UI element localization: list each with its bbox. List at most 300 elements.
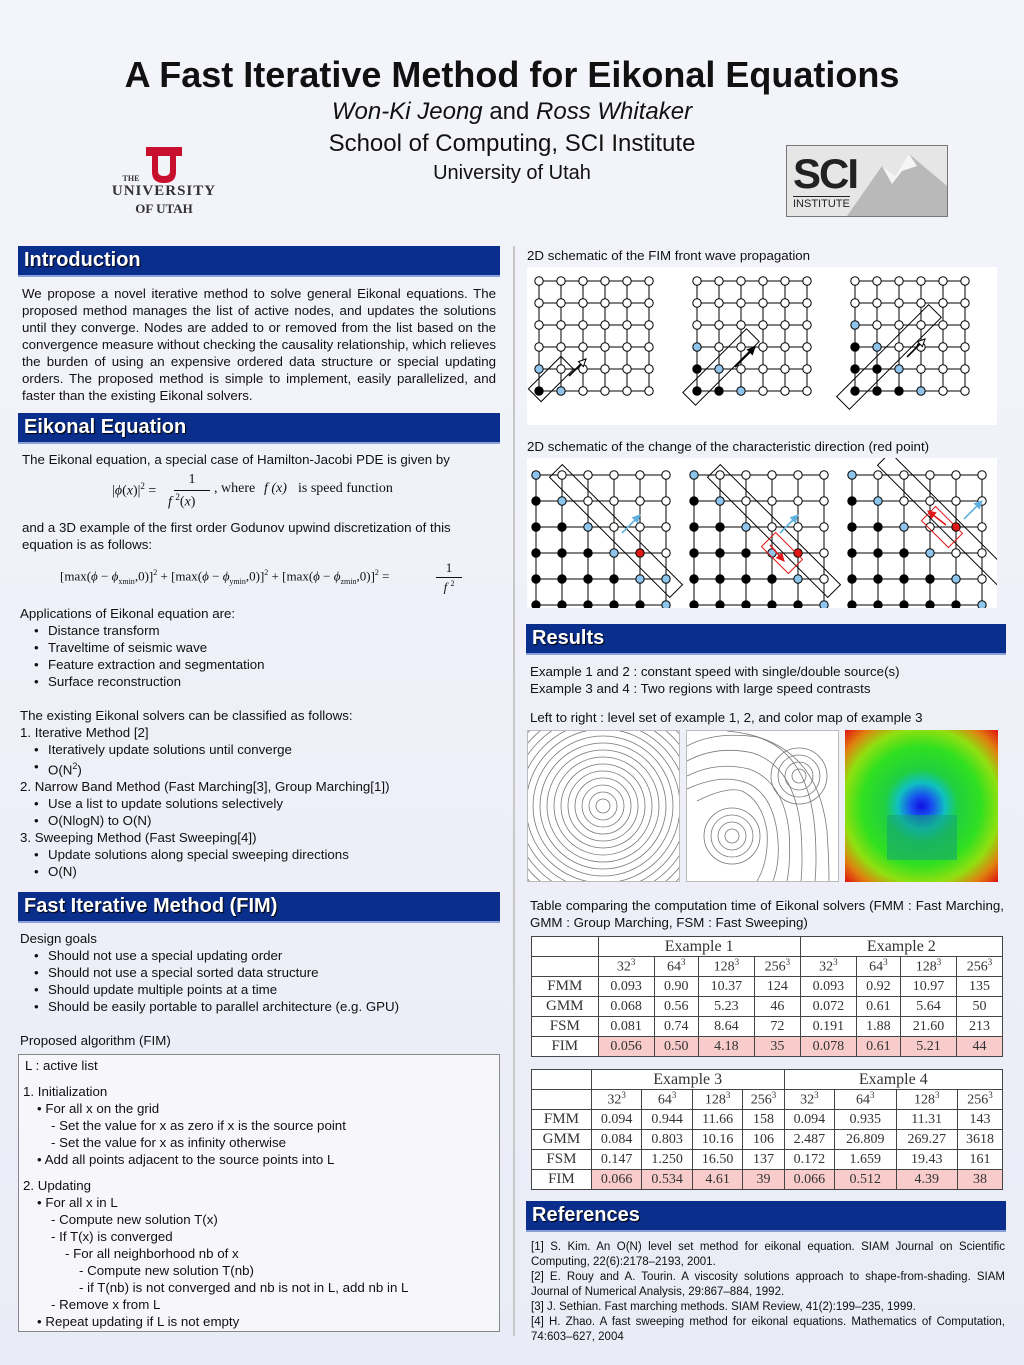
algo-line: - Set the value for x as zero if x is the source point [51,1118,346,1133]
grid-node [978,575,986,583]
equation-godunov: $[\max(\phi - \phi_{xmin},0)]^2 + [\max(\phi - \phi_{ymin},0)]^2 + [\max(\phi - \phi_{zmin},0)]^2$ = 1 f $^2$ [60,560,480,600]
grid-node [690,601,698,608]
grid-node [610,549,618,557]
grid-node [917,387,925,395]
grid-node [848,549,856,557]
grid-node [636,575,644,583]
grid-node [926,601,934,608]
grid-node [926,471,934,479]
timing-cell: 26.809 [835,1130,896,1150]
author-2: Ross Whitaker [536,98,693,125]
timing-cell: 0.935 [835,1110,896,1130]
grid-node [636,549,644,557]
equation-where: , where [214,481,256,496]
algo-line: L : active list [25,1058,98,1073]
grid-node [895,365,903,373]
levelset-example-2-rings [687,731,838,881]
timing-cell: 5.21 [900,1037,956,1057]
grid-node [645,299,653,307]
grid-node [601,387,609,395]
applications-item: • Feature extraction and segmentation [48,656,496,673]
algo-line: 1. Initialization [23,1084,108,1099]
grid-node [662,575,670,583]
grid-node [781,387,789,395]
algo-line: - Compute new solution T(nb) [79,1263,254,1278]
grid-node [917,365,925,373]
timing-cell: 124 [754,977,800,997]
timing-cell: 4.18 [698,1037,754,1057]
grid-node [917,321,925,329]
grid-node [939,277,947,285]
grid-node [768,601,776,608]
timing-cell: 38 [957,1170,1002,1190]
timing-cell: 5.64 [900,997,956,1017]
grid-node [716,523,724,531]
grid-node [820,523,828,531]
grid-node [895,387,903,395]
design-goals-list [20,947,496,1015]
timing-cell: 11.66 [692,1110,743,1130]
author-1: Won-Ki Jeong [331,98,483,125]
table-size-header: $256^3$ [743,1090,784,1110]
table-row [532,1110,1003,1130]
timing-cell: 1.88 [856,1017,900,1037]
affiliation-school: School of Computing, SCI Institute [328,130,696,157]
timing-cell: 19.43 [896,1150,957,1170]
grid-node [742,575,750,583]
grid-node [759,299,767,307]
solver-label: FSM [532,1017,599,1037]
timing-table-1 [531,936,1003,1057]
applications-item: • Traveltime of seismic wave [48,639,496,656]
grid-node [952,601,960,608]
solver-label: GMM [532,997,599,1017]
algo-line: - Compute new solution T(x) [51,1212,218,1227]
timing-cell: 0.066 [784,1170,835,1190]
column-divider [513,246,515,1336]
sci-logo-small: INSTITUTE [793,198,850,210]
class-3-list [20,846,496,880]
applications-list [20,622,496,690]
table-group-header: Example 4 [784,1070,1002,1090]
grid-node [623,277,631,285]
grid-node [781,343,789,351]
grid-node [715,299,723,307]
class-1: 1. Iterative Method [2] [20,725,149,740]
grid-node [690,523,698,531]
sci-logo [786,145,948,217]
figure-characteristic [527,458,997,608]
references-list [531,1240,1005,1345]
grid-node [794,523,802,531]
timing-cell: 0.147 [591,1150,642,1170]
grid-node [803,387,811,395]
timing-cell: 161 [957,1150,1002,1170]
grid-node [662,601,670,608]
grid-node [895,277,903,285]
timing-cell: 0.56 [654,997,698,1017]
grid-node [737,343,745,351]
grid-node [690,471,698,479]
grid-node [636,523,644,531]
grid-node [820,549,828,557]
grid-node [716,575,724,583]
grid-node [820,497,828,505]
table-group-header: Example 2 [800,937,1002,957]
grid-node [579,343,587,351]
timing-table-2 [531,1069,1003,1190]
results-line-1: Example 1 and 2 : constant speed with single/double source(s) [530,664,900,679]
grid-node [645,321,653,329]
equation-eikonal: $|\phi(x)|^2$ = 1 f $^2$(x) , where f (x) is speed function [112,472,393,510]
timing-cell: 39 [743,1170,784,1190]
grid-node [939,343,947,351]
timing-cell: 10.16 [692,1130,743,1150]
grid-node [961,387,969,395]
grid-node [781,321,789,329]
complexity-base: O(N [48,762,73,778]
grid-node [579,299,587,307]
grid-node [645,365,653,373]
class-3: 3. Sweeping Method (Fast Sweeping[4]) [20,830,257,846]
grid-node [558,601,566,608]
grid-node [557,387,565,395]
applications-item: • Distance transform [48,622,496,639]
timing-cell: 11.31 [896,1110,957,1130]
grid-node [803,343,811,351]
grid-node [874,497,882,505]
table-size-header: $256^3$ [957,1090,1002,1110]
grid-node [978,523,986,531]
grid-node [693,365,701,373]
table-group-header: Example 1 [598,937,800,957]
applications-item: • Surface reconstruction [48,673,496,690]
affiliation-university: University of Utah [433,162,591,184]
timing-cell: 0.066 [591,1170,642,1190]
solver-label: FMM [532,977,599,997]
solver-label: GMM [532,1130,592,1150]
grid-node [900,601,908,608]
timing-cell: 0.61 [856,997,900,1017]
grid-node [690,575,698,583]
grid-node [848,471,856,479]
timing-cell: 0.093 [800,977,856,997]
algo-line: • For all x in L [37,1195,118,1210]
grid-node [558,549,566,557]
grid-node [532,601,540,608]
grid-node [737,365,745,373]
results-heading: Results [526,624,1006,655]
grid-node [742,523,750,531]
active-band [528,356,573,401]
class-1-complexity [48,758,496,778]
grid-node [716,471,724,479]
table-size-header: $64^3$ [654,957,698,977]
grid-node [636,471,644,479]
class-2-list [20,795,496,829]
grid-node [781,277,789,285]
table-size-header: $128^3$ [896,1090,957,1110]
timing-cell: 3618 [957,1130,1002,1150]
introduction-heading: Introduction [18,246,500,277]
grid-node [900,497,908,505]
grid-node [873,365,881,373]
grid-node [794,575,802,583]
timing-cell: 143 [957,1110,1002,1130]
grid-node [768,471,776,479]
grid-node [900,549,908,557]
grid-node [961,343,969,351]
grid-node [623,387,631,395]
timing-cell: 0.74 [654,1017,698,1037]
table-row [532,1037,1003,1057]
grid-node [900,523,908,531]
levelset-example-2 [686,730,839,882]
grid-node [532,471,540,479]
grid-node [737,387,745,395]
timing-cell: 0.084 [591,1130,642,1150]
timing-cell: 213 [957,1017,1003,1037]
design-goal-item: • Should update multiple points at a time [48,981,496,998]
introduction-text: We propose a novel iterative method to solve general Eikonal equations. The proposed method manages the list of active nodes, and updates the solutions until they converge. Nodes are added to or removed from the list based on the convergence measure without checking the causality relationship, which relieves the burden of using an expensive ordered data structure or special updating orders. The proposed method is simple to implement, easily parallelized, and faster than the existing Eikonal solvers. [22,286,496,403]
grid-node [820,575,828,583]
grid-node [781,299,789,307]
grid-node [558,575,566,583]
timing-cell: 0.172 [784,1150,835,1170]
reference-item: [3] J. Sethian. Fast marching methods. SIAM Review, 41(2):199–235, 1999. [531,1301,916,1313]
grid-node [716,549,724,557]
table-size-header: $64^3$ [835,1090,896,1110]
equation-fx: f (x) [264,481,287,496]
grid-node [742,497,750,505]
timing-cell: 0.072 [800,997,856,1017]
grid-node [584,497,592,505]
grid-node [803,321,811,329]
propagation-grids [527,267,997,425]
table-row [532,997,1003,1017]
grid-node [939,387,947,395]
grid-node [926,575,934,583]
grid-node [900,471,908,479]
grid-node [715,343,723,351]
table-size-header: $64^3$ [856,957,900,977]
grid-node [636,497,644,505]
grid-node [715,321,723,329]
timing-cell: 5.23 [698,997,754,1017]
grid-node [926,497,934,505]
grid-node [610,601,618,608]
figure-1-caption: 2D schematic of the FIM front wave propagation [527,248,811,263]
grid-node [601,365,609,373]
timing-cell: 0.90 [654,977,698,997]
grid-node [662,523,670,531]
table-row [532,1017,1003,1037]
class-2: 2. Narrow Band Method (Fast Marching[3], Group Marching[1]) [20,779,390,795]
grid-node [895,299,903,307]
grid-node [952,471,960,479]
grid-node [873,277,881,285]
grid-node [794,601,802,608]
grid-node [873,299,881,307]
timing-cell: 0.094 [784,1110,835,1130]
grid-node [557,299,565,307]
authors-and: and [489,98,530,125]
grid-node [584,471,592,479]
grid-node [715,387,723,395]
grid-node [900,575,908,583]
levelset-example-1-rings [528,731,679,881]
utah-logo-line2: UNIVERSITY [111,183,217,199]
algo-line: - Remove x from L [51,1297,161,1312]
timing-cell: 0.056 [598,1037,654,1057]
grid-node [803,299,811,307]
grid-node [584,575,592,583]
algo-line: - For all neighborhood nb of x [65,1246,239,1261]
grid-node [848,575,856,583]
grid-node [742,601,750,608]
grid-node [759,343,767,351]
characteristic-grids [527,458,997,608]
grid-node [794,471,802,479]
grid-node [874,471,882,479]
grid-node [584,601,592,608]
grid-node [737,277,745,285]
grid-node [558,523,566,531]
grid-node [742,471,750,479]
grid-node [579,321,587,329]
timing-cell: 46 [754,997,800,1017]
grid-node [557,277,565,285]
solver-label: FIM [532,1170,592,1190]
grid-node [794,497,802,505]
utah-logo-line1: THE [122,174,140,183]
table-row [532,1130,1003,1150]
grid-node [532,523,540,531]
grid-node [768,497,776,505]
timing-cell: 35 [754,1037,800,1057]
eikonal-intro: The Eikonal equation, a special case of Hamilton-Jacobi PDE is given by [22,452,450,467]
grid-node [601,321,609,329]
grid-node [874,523,882,531]
table-size-header: $256^3$ [957,957,1003,977]
grid-node [803,277,811,285]
grid-node [851,343,859,351]
reference-item: [4] H. Zhao. A fast sweeping method for eikonal equations. Mathematics of Computation, 74:603–627, 2004 [531,1316,1005,1343]
grid-node [952,497,960,505]
references-heading: References [526,1201,1006,1232]
grid-node [848,523,856,531]
class-3-item: • O(N) [48,863,496,880]
grid-node [895,343,903,351]
timing-cell: 0.081 [598,1017,654,1037]
grid-node [874,575,882,583]
timing-cell: 158 [743,1110,784,1130]
grid-node [873,387,881,395]
timing-cell: 16.50 [692,1150,743,1170]
grid-node [952,549,960,557]
grid-node [535,299,543,307]
grid-node [715,365,723,373]
timing-cell: 0.512 [835,1170,896,1190]
class-2-item: • O(NlogN) to O(N) [48,812,496,829]
grid-node [535,277,543,285]
figure-propagation [527,267,997,425]
grid-node [645,387,653,395]
table-size-header: $128^3$ [698,957,754,977]
reference-item: [2] E. Rouy and A. Tourin. A viscosity solutions approach to shape-from-shading. SIAM Journal of Numerical Analysis, 29:867–884, 1992. [531,1271,1005,1298]
grid-node [768,575,776,583]
timing-cell: 2.487 [784,1130,835,1150]
complexity-exp: 2 [72,761,78,771]
table-row [532,1150,1003,1170]
algorithm-title: Proposed algorithm (FIM) [20,1033,171,1048]
design-goal-item: • Should not use a special updating order [48,947,496,964]
timing-cell: 0.803 [642,1130,693,1150]
grid-node [874,601,882,608]
grid-node [579,387,587,395]
fim-heading: Fast Iterative Method (FIM) [18,892,500,923]
grid-node [715,277,723,285]
class-3-item: • Update solutions along special sweeping directions [48,846,496,863]
grid-node [851,387,859,395]
authors [0,98,1024,126]
grid-node [803,365,811,373]
results-line-3: Left to right : level set of example 1, 2, and color map of example 3 [530,710,923,725]
grid-node [610,575,618,583]
timing-cell: 1.250 [642,1150,693,1170]
grid-node [961,321,969,329]
timing-cell: 44 [957,1037,1003,1057]
timing-cell: 0.92 [856,977,900,997]
grid-node [601,343,609,351]
table-caption: Table comparing the computation time of Eikonal solvers (FMM : Fast Marching, GMM : Group Marching, FSM : Fast Sweeping) [530,898,1004,930]
grid-node [794,549,802,557]
grid-node [610,523,618,531]
grid-node [532,549,540,557]
solver-label: FSM [532,1150,592,1170]
design-goal-item: • Should be easily portable to parallel architecture (e.g. GPU) [48,998,496,1015]
grid-node [952,575,960,583]
timing-cell: 0.191 [800,1017,856,1037]
grid-node [535,321,543,329]
grid-node [768,523,776,531]
timing-cell: 106 [743,1130,784,1150]
applications-title: Applications of Eikonal equation are: [20,606,236,621]
results-line-2: Example 3 and 4 : Two regions with large speed contrasts [530,681,871,696]
grid-node [623,343,631,351]
grid-node [557,321,565,329]
algo-line: • Add all points adjacent to the source points into L [37,1152,335,1167]
grid-node [716,601,724,608]
timing-cell: 137 [743,1150,784,1170]
grid-node [532,497,540,505]
levelset-example-1 [527,730,680,882]
grid-node [690,497,698,505]
classes-title: The existing Eikonal solvers can be classified as follows: [20,708,353,723]
algo-line: • Repeat updating if L is not empty [37,1314,240,1329]
grid-node [742,549,750,557]
design-goals-block [20,930,496,1049]
grid-node [623,299,631,307]
godunov-text: and a 3D example of the first order Godunov upwind discretization of this equation is as follows: [22,520,451,552]
table-row [532,1170,1003,1190]
grid-node [961,365,969,373]
figure-2-caption: 2D schematic of the change of the characteristic direction (red point) [527,439,930,454]
grid-node [610,471,618,479]
grid-node [759,277,767,285]
colormap-example-3 [845,730,998,882]
grid-node [662,549,670,557]
